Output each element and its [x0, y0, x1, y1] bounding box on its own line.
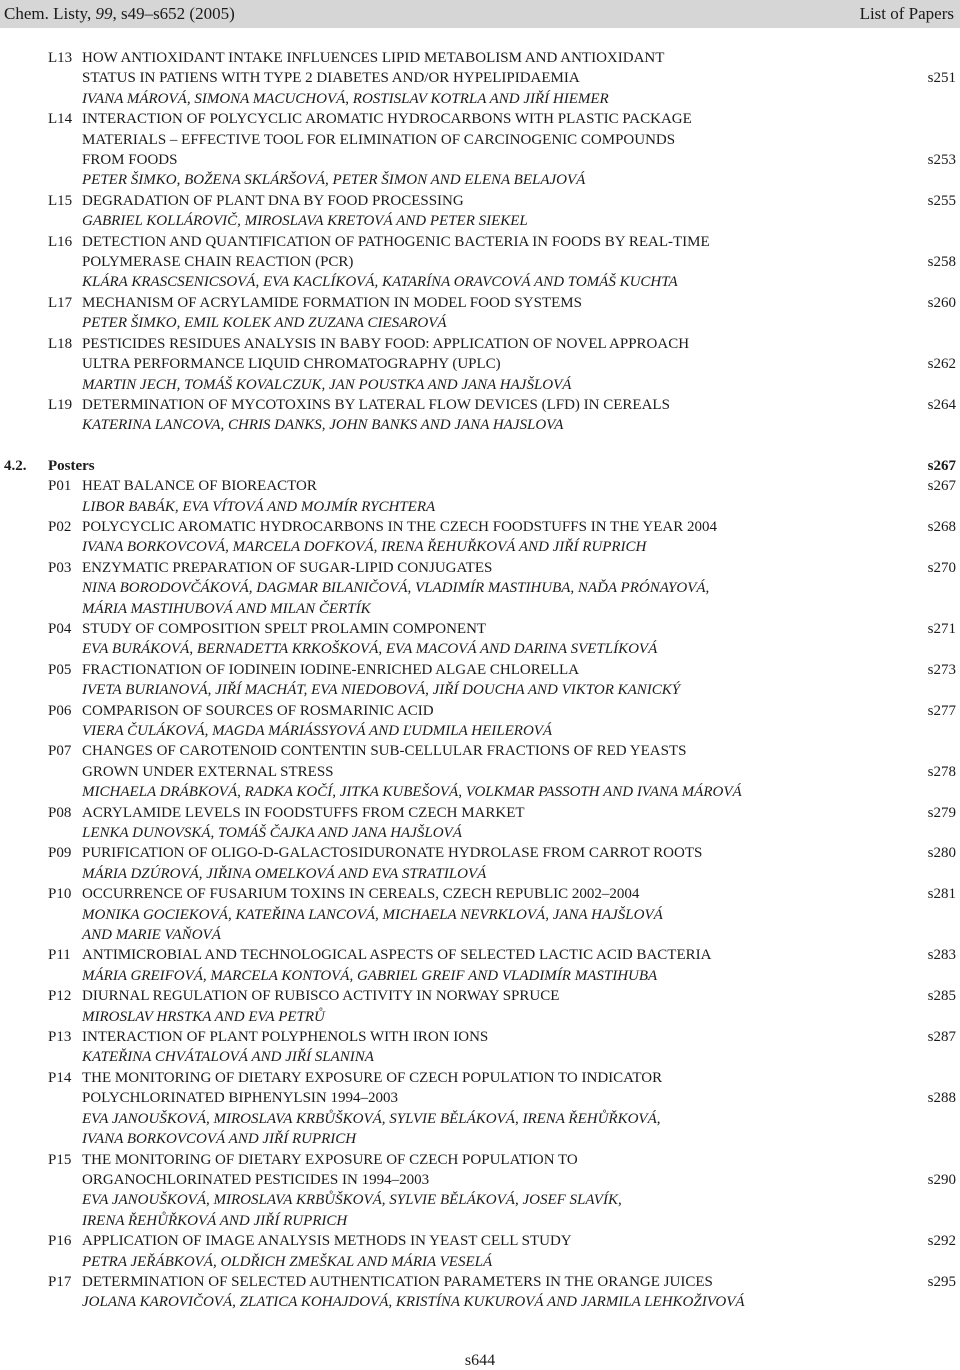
paper-body: [82, 843, 884, 884]
paper-body: [82, 619, 884, 660]
paper-entry: [0, 334, 960, 395]
paper-entry: [0, 517, 960, 558]
paper-entry: [0, 843, 960, 884]
paper-title-line: ORGANOCHLORINATED PESTICIDES IN 1994–2003: [82, 1171, 430, 1188]
paper-entry: [0, 1272, 960, 1313]
paper-page: s267: [927, 478, 956, 495]
paper-code: P04: [48, 620, 72, 637]
paper-page: s295: [927, 1273, 956, 1290]
poster-list: [0, 476, 960, 1313]
paper-code: P07: [48, 743, 72, 760]
section-label: Posters: [48, 457, 95, 474]
paper-authors-line: PETER ŠIMKO, BOŽENA SKLÁRŠOVÁ, PETER ŠIMON AND ELENA BELAJOVÁ: [82, 172, 586, 189]
section-page: s267: [927, 457, 956, 474]
paper-entry: [0, 741, 960, 802]
paper-title-line: HOW ANTIOXIDANT INTAKE INFLUENCES LIPID METABOLISM AND ANTIOXIDANT: [82, 50, 665, 66]
paper-page: s290: [927, 1171, 956, 1188]
paper-title-line: ULTRA PERFORMANCE LIQUID CHROMATOGRAPHY (UPLC): [82, 356, 501, 373]
paper-authors-line: KLÁRA KRASCSENICSOVÁ, EVA KACLÍKOVÁ, KATARÍNA ORAVCOVÁ AND TOMÁŠ KUCHTA: [82, 274, 678, 291]
paper-title-line: POLYCHLORINATED BIPHENYLSIN 1994–2003: [82, 1090, 398, 1107]
paper-entry: [0, 232, 960, 293]
paper-page: s273: [927, 661, 956, 678]
paper-authors-line: AND MARIE VAŇOVÁ: [82, 927, 221, 944]
paper-code: P08: [48, 804, 72, 821]
paper-title-line: DIURNAL REGULATION OF RUBISCO ACTIVITY IN NORWAY SPRUCE: [82, 988, 560, 1005]
paper-code: P11: [48, 947, 71, 964]
paper-code: P09: [48, 845, 72, 862]
paper-entry: [0, 1150, 960, 1232]
paper-code: P12: [48, 988, 72, 1005]
paper-title-line: THE MONITORING OF DIETARY EXPOSURE OF CZECH POPULATION TO: [82, 1151, 578, 1168]
paper-authors-line: VIERA ČULÁKOVÁ, MAGDA MÁRIÁSSYOVÁ AND ĽUDMILA HEILEROVÁ: [82, 722, 553, 739]
paper-authors-line: MARTIN JECH, TOMÁŠ KOVALCZUK, JAN POUSTKA AND JANA HAJŠLOVÁ: [82, 376, 572, 393]
paper-code: P13: [48, 1029, 72, 1046]
paper-title-line: DEGRADATION OF PLANT DNA BY FOOD PROCESSING: [82, 192, 464, 209]
paper-authors-line: NINA BORODOVČÁKOVÁ, DAGMAR BILANIČOVÁ, VLADIMÍR MASTIHUBA, NAĎA PRÓNAYOVÁ,: [82, 580, 710, 597]
paper-code: P03: [48, 559, 72, 576]
paper-entry: [0, 803, 960, 844]
paper-page: s255: [927, 192, 956, 209]
journal-volume: 99: [95, 4, 113, 23]
paper-page: s277: [927, 702, 956, 719]
paper-code: L14: [48, 111, 73, 128]
paper-body: [82, 986, 884, 1027]
section-number: 4.2.: [4, 457, 27, 474]
paper-authors-line: PETER ŠIMKO, EMIL KOLEK AND ZUZANA CIESAROVÁ: [82, 315, 447, 332]
paper-page: s262: [927, 356, 956, 373]
paper-entry: [0, 476, 960, 517]
paper-title-line: DETERMINATION OF SELECTED AUTHENTICATION PARAMETERS IN THE ORANGE JUICES: [82, 1273, 713, 1290]
paper-authors-line: MÁRIA GREIFOVÁ, MARCELA KONTOVÁ, GABRIEL GREIF AND VLADIMÍR MASTIHUBA: [82, 967, 658, 984]
paper-body: [82, 803, 884, 844]
paper-body: [82, 741, 884, 802]
paper-page: s271: [927, 620, 956, 637]
paper-title-line: PURIFICATION OF OLIGO-D-GALACTOSIDURONATE HYDROLASE FROM CARROT ROOTS: [82, 845, 703, 862]
paper-authors-line: MIROSLAV HRSTKA AND EVA PETRŮ: [82, 1008, 325, 1025]
paper-title-line: ACRYLAMIDE LEVELS IN FOODSTUFFS FROM CZECH MARKET: [82, 804, 525, 821]
paper-body: [82, 1272, 884, 1313]
paper-entry: [0, 701, 960, 742]
paper-title-line: DETERMINATION OF MYCOTOXINS BY LATERAL FLOW DEVICES (LFD) IN CEREALS: [82, 396, 670, 413]
paper-title-line: STUDY OF COMPOSITION SPELT PROLAMIN COMPONENT: [82, 620, 487, 637]
paper-title-line: GROWN UNDER EXTERNAL STRESS: [82, 763, 334, 780]
paper-authors-line: MICHAELA DRÁBKOVÁ, RADKA KOČÍ, JITKA KUBEŠOVÁ, VOLKMAR PASSOTH AND IVANA MÁROVÁ: [82, 784, 742, 801]
paper-code: P02: [48, 518, 72, 535]
paper-page: s280: [927, 845, 956, 862]
paper-code: P01: [48, 478, 72, 495]
paper-title-line: STATUS IN PATIENS WITH TYPE 2 DIABETES AND/OR HYPELIPIDAEMIA: [82, 70, 580, 87]
journal-pages: , s49–s652 (2005): [112, 4, 235, 23]
paper-title-line: COMPARISON OF SOURCES OF ROSMARINIC ACID: [82, 702, 434, 719]
paper-code: L16: [48, 233, 73, 250]
header-section-title: List of Papers: [859, 4, 954, 23]
paper-title-line: POLYMERASE CHAIN REACTION (PCR): [82, 254, 354, 271]
paper-code: P14: [48, 1069, 72, 1086]
paper-entry: [0, 1231, 960, 1272]
paper-authors-line: EVA BURÁKOVÁ, BERNADETTA KRKOŠKOVÁ, EVA MACOVÁ AND DARINA SVETLÍKOVÁ: [82, 641, 658, 658]
paper-code: P15: [48, 1151, 72, 1168]
paper-entry: [0, 293, 960, 334]
paper-page: s279: [927, 804, 956, 821]
paper-body: [82, 701, 884, 742]
paper-body: [82, 1231, 884, 1272]
paper-code: L17: [48, 294, 73, 311]
paper-body: [82, 191, 884, 232]
paper-page: s278: [927, 763, 956, 780]
paper-entry: [0, 558, 960, 619]
paper-entry: [0, 1068, 960, 1150]
paper-authors-line: KATEŘINA CHVÁTALOVÁ AND JIŘÍ SLANINA: [82, 1049, 374, 1066]
paper-entry: [0, 619, 960, 660]
paper-authors-line: LENKA DUNOVSKÁ, TOMÁŠ ČAJKA AND JANA HAJŠLOVÁ: [82, 825, 462, 842]
paper-entry: [0, 109, 960, 191]
paper-code: L15: [48, 192, 73, 209]
paper-page: s268: [927, 518, 956, 535]
paper-page: s285: [927, 988, 956, 1005]
paper-authors-line: IVANA MÁROVÁ, SIMONA MACUCHOVÁ, ROSTISLAV KOTRLA AND JIŘÍ HIEMER: [82, 90, 609, 107]
paper-authors-line: IVANA BORKOVCOVÁ, MARCELA DOFKOVÁ, IRENA ŘEHUŘKOVÁ AND JIŘÍ RUPRICH: [82, 539, 647, 556]
paper-title-line: MATERIALS – EFFECTIVE TOOL FOR ELIMINATION OF CARCINOGENIC COMPOUNDS: [82, 131, 676, 148]
journal-name: Chem. Listy,: [4, 4, 96, 23]
paper-authors-line: EVA JANOUŠKOVÁ, MIROSLAVA KRBŮŠKOVÁ, SYLVIE BĚLÁKOVÁ, IRENA ŘEHŮŘKOVÁ,: [82, 1110, 661, 1127]
paper-page: s264: [927, 396, 956, 413]
paper-title-line: INTERACTION OF POLYCYCLIC AROMATIC HYDROCARBONS WITH PLASTIC PACKAGE: [82, 111, 692, 128]
paper-entry: [0, 660, 960, 701]
paper-code: L19: [48, 396, 73, 413]
paper-title-line: OCCURRENCE OF FUSARIUM TOXINS IN CEREALS, CZECH REPUBLIC 2002–2004: [82, 886, 640, 903]
paper-code: P06: [48, 702, 72, 719]
paper-authors-line: GABRIEL KOLLÁROVIČ, MIROSLAVA KRETOVÁ AND PETER SIEKEL: [82, 213, 528, 230]
paper-entry: [0, 395, 960, 436]
paper-authors-line: LIBOR BABÁK, EVA VÍTOVÁ AND MOJMÍR RYCHTERA: [82, 498, 436, 515]
paper-title-line: ENZYMATIC PREPARATION OF SUGAR-LIPID CONJUGATES: [82, 559, 493, 576]
paper-authors-line: IVANA BORKOVCOVÁ AND JIŘÍ RUPRICH: [82, 1131, 357, 1148]
paper-authors-line: IRENA ŘEHŮŘKOVÁ AND JIŘÍ RUPRICH: [82, 1212, 348, 1229]
paper-body: [82, 1150, 884, 1232]
paper-page: s270: [927, 559, 956, 576]
running-header: [0, 0, 960, 28]
paper-code: L13: [48, 50, 73, 66]
paper-authors-line: JOLANA KAROVIČOVÁ, ZLATICA KOHAJDOVÁ, KRISTÍNA KUKUROVÁ AND JARMILA LEHKOŽIVOVÁ: [82, 1294, 745, 1311]
paper-page: s253: [927, 152, 956, 169]
paper-title-line: DETECTION AND QUANTIFICATION OF PATHOGENIC BACTERIA IN FOODS BY REAL-TIME: [82, 233, 710, 250]
paper-body: [82, 334, 884, 395]
paper-body: [82, 293, 884, 334]
paper-code: P16: [48, 1233, 72, 1250]
paper-title-line: APPLICATION OF IMAGE ANALYSIS METHODS IN YEAST CELL STUDY: [82, 1233, 572, 1250]
paper-entry: [0, 191, 960, 232]
paper-title-line: FRACTIONATION OF IODINEIN IODINE-ENRICHED ALGAE CHLORELLA: [82, 661, 580, 678]
paper-entry: [0, 1027, 960, 1068]
paper-entry: [0, 48, 960, 109]
paper-title-line: CHANGES OF CAROTENOID CONTENTIN SUB-CELLULAR FRACTIONS OF RED YEASTS: [82, 743, 687, 760]
paper-title-line: ANTIMICROBIAL AND TECHNOLOGICAL ASPECTS OF SELECTED LACTIC ACID BACTERIA: [82, 947, 712, 964]
paper-title-line: FROM FOODS: [82, 152, 178, 169]
paper-title-line: HEAT BALANCE OF BIOREACTOR: [82, 478, 317, 495]
paper-list: [0, 48, 960, 1313]
paper-entry: [0, 884, 960, 945]
paper-body: [82, 109, 884, 191]
paper-entry: [0, 986, 960, 1027]
paper-body: [82, 476, 884, 517]
paper-body: [82, 48, 884, 109]
paper-title-line: MECHANISM OF ACRYLAMIDE FORMATION IN MODEL FOOD SYSTEMS: [82, 294, 582, 311]
paper-page: s292: [927, 1233, 956, 1250]
page-number: s644: [464, 1352, 496, 1369]
paper-page: s251: [927, 70, 956, 87]
paper-code: L18: [48, 335, 73, 352]
paper-authors-line: MÁRIA MASTIHUBOVÁ AND MILAN ČERTÍK: [82, 600, 371, 617]
paper-code: P10: [48, 886, 72, 903]
paper-page: s258: [927, 254, 956, 271]
paper-authors-line: IVETA BURIANOVÁ, JIŘÍ MACHÁT, EVA NIEDOBOVÁ, JIŘÍ DOUCHA AND VIKTOR KANICKÝ: [82, 682, 681, 699]
posters-heading: [0, 456, 960, 476]
paper-page: s260: [927, 294, 956, 311]
paper-body: [82, 395, 884, 436]
paper-authors-line: MÁRIA DZÚROVÁ, JIŘINA OMELKOVÁ AND EVA STRATILOVÁ: [82, 865, 487, 882]
paper-authors-line: MONIKA GOCIEKOVÁ, KATEŘINA LANCOVÁ, MICHAELA NEVRKLOVÁ, JANA HAJŠLOVÁ: [82, 906, 663, 923]
paper-page: s287: [927, 1029, 956, 1046]
paper-body: [82, 558, 884, 619]
paper-page: s281: [927, 886, 956, 903]
paper-body: [82, 232, 884, 293]
paper-page: s288: [927, 1090, 956, 1107]
paper-authors-line: PETRA JEŘÁBKOVÁ, OLDŘICH ZMEŠKAL AND MÁRIA VESELÁ: [82, 1253, 493, 1270]
paper-title-line: INTERACTION OF PLANT POLYPHENOLS WITH IRON IONS: [82, 1029, 489, 1046]
paper-authors-line: EVA JANOUŠKOVÁ, MIROSLAVA KRBŮŠKOVÁ, SYLVIE BĚLÁKOVÁ, JOSEF SLAVÍK,: [82, 1192, 622, 1209]
paper-title-line: PESTICIDES RESIDUES ANALYSIS IN BABY FOOD: APPLICATION OF NOVEL APPROACH: [82, 335, 690, 352]
paper-code: P17: [48, 1273, 72, 1290]
paper-authors-line: KATERINA LANCOVA, CHRIS DANKS, JOHN BANKS AND JANA HAJSLOVA: [82, 417, 564, 434]
paper-body: [82, 945, 884, 986]
paper-title-line: POLYCYCLIC AROMATIC HYDROCARBONS IN THE CZECH FOODSTUFFS IN THE YEAR 2004: [82, 518, 717, 535]
lecture-list: [0, 48, 960, 436]
paper-body: [82, 884, 884, 945]
paper-body: [82, 660, 884, 701]
journal-citation: [4, 0, 235, 28]
paper-body: [82, 1027, 884, 1068]
paper-code: P05: [48, 661, 72, 678]
paper-body: [82, 1068, 884, 1150]
paper-entry: [0, 945, 960, 986]
paper-body: [82, 517, 884, 558]
paper-title-line: THE MONITORING OF DIETARY EXPOSURE OF CZECH POPULATION TO INDICATOR: [82, 1069, 663, 1086]
paper-page: s283: [927, 947, 956, 964]
